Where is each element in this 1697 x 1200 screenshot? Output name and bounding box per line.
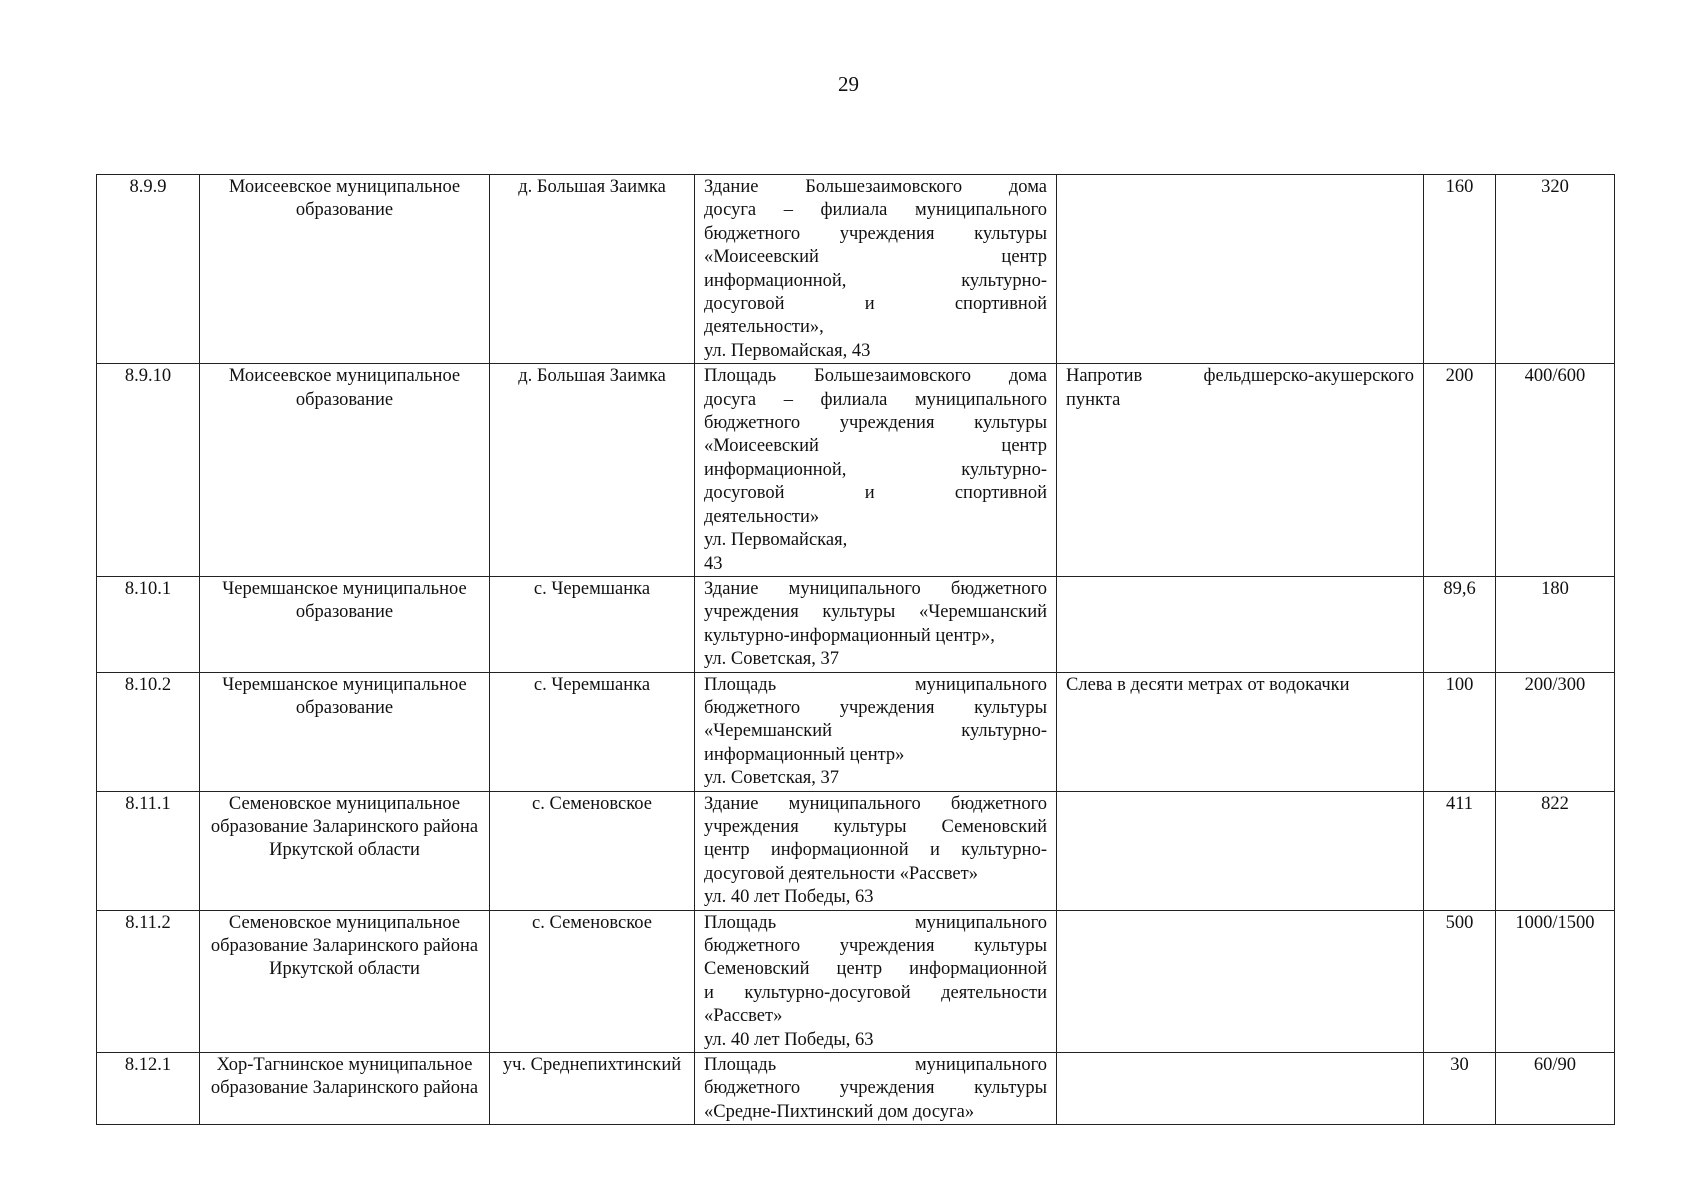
description-line: Площадь муниципального <box>704 674 1047 695</box>
description-line: «Черемшанский культурно- <box>704 721 1047 742</box>
description-line: «Средне-Пихтинский дом досуга» <box>704 1101 975 1122</box>
description-line: культурно-информационный центр», <box>704 625 995 646</box>
location-note: Слева в десяти метрах от водокачки <box>1057 672 1424 791</box>
description-line: бюджетного учреждения культуры <box>704 936 1047 956</box>
description-line: информационной, культурно- <box>704 270 1047 291</box>
locality: с. Семеновское <box>490 791 695 910</box>
table-row <box>97 576 1615 672</box>
row-number: 8.9.10 <box>97 364 200 577</box>
table-body <box>97 175 1615 1125</box>
description-line: ул. Первомайская, 43 <box>704 340 871 361</box>
place-description <box>695 1053 1057 1125</box>
description-line: ул. Первомайская, <box>704 530 848 551</box>
place-description <box>695 791 1057 910</box>
place-description <box>695 576 1057 672</box>
area-value: 500 <box>1424 910 1496 1052</box>
locality: с. Черемшанка <box>490 672 695 791</box>
page-number: 29 <box>838 72 859 96</box>
municipality-name: Черемшанское муниципальное образование <box>200 672 490 791</box>
description-line: ул. Советская, 37 <box>704 649 840 670</box>
capacity-value: 60/90 <box>1496 1053 1615 1125</box>
polling-places-table <box>96 174 1615 1125</box>
description-line: и культурно-досуговой деятельности <box>704 982 1047 1003</box>
place-description <box>695 175 1057 364</box>
description-line: «Моисеевский центр <box>704 247 1047 268</box>
location-note <box>1057 576 1424 672</box>
description-line: «Рассвет» <box>704 1006 783 1027</box>
capacity-value: 200/300 <box>1496 672 1615 791</box>
capacity-value: 180 <box>1496 576 1615 672</box>
description-line: Здание муниципального бюджетного <box>704 578 1047 599</box>
description-line: бюджетного учреждения культуры <box>704 413 1047 434</box>
description-line: деятельности», <box>704 317 824 338</box>
municipality-name: Хор-Тагнинское муниципальное образование Заларинского района <box>200 1053 490 1125</box>
capacity-value: 1000/1500 <box>1496 910 1615 1052</box>
locality: с. Семеновское <box>490 910 695 1052</box>
capacity-value: 320 <box>1496 175 1615 364</box>
locality: д. Большая Заимка <box>490 364 695 577</box>
table-row <box>97 910 1615 1052</box>
place-description <box>695 364 1057 577</box>
description-line: досуга – филиала муниципального <box>704 200 1047 221</box>
capacity-value: 400/600 <box>1496 364 1615 577</box>
area-value: 100 <box>1424 672 1496 791</box>
description-line: бюджетного учреждения культуры <box>704 697 1047 718</box>
locality: д. Большая Заимка <box>490 175 695 364</box>
description-line: «Моисеевский центр <box>704 436 1047 457</box>
location-note: Напротив фельдшерско-акушерского пункта <box>1057 364 1424 577</box>
place-description <box>695 910 1057 1052</box>
location-note <box>1057 175 1424 364</box>
description-line: Семеновский центр информационной <box>704 959 1047 980</box>
place-description <box>695 672 1057 791</box>
description-line: учреждения культуры «Черемшанский <box>704 602 1047 623</box>
description-line: Площадь муниципального <box>704 912 1047 933</box>
row-number: 8.11.1 <box>97 791 200 910</box>
description-line: 43 <box>704 553 723 574</box>
description-line: Здание муниципального бюджетного <box>704 793 1047 814</box>
table-row <box>97 1053 1615 1125</box>
location-note <box>1057 910 1424 1052</box>
location-note <box>1057 791 1424 910</box>
area-value: 89,6 <box>1424 576 1496 672</box>
municipality-name: Семеновское муниципальное образование Заларинского района Иркутской области <box>200 791 490 910</box>
table-row <box>97 672 1615 791</box>
description-line: досуговой деятельности «Рассвет» <box>704 863 978 884</box>
description-line: ул. Советская, 37 <box>704 768 840 789</box>
description-line: информационный центр» <box>704 744 905 765</box>
description-line: Площадь муниципального <box>704 1055 1047 1076</box>
table-row <box>97 791 1615 910</box>
municipality-name: Моисеевское муниципальное образование <box>200 364 490 577</box>
description-line: учреждения культуры Семеновский <box>704 816 1047 837</box>
area-value: 411 <box>1424 791 1496 910</box>
description-line: центр информационной и культурно- <box>704 840 1047 861</box>
municipality-name: Моисеевское муниципальное образование <box>200 175 490 364</box>
row-number: 8.10.1 <box>97 576 200 672</box>
locality: с. Черемшанка <box>490 576 695 672</box>
row-number: 8.10.2 <box>97 672 200 791</box>
area-value: 160 <box>1424 175 1496 364</box>
description-line: бюджетного учреждения культуры <box>704 1078 1047 1099</box>
table-row <box>97 364 1615 577</box>
row-number: 8.9.9 <box>97 175 200 364</box>
municipality-name: Семеновское муниципальное образование Заларинского района Иркутской области <box>200 910 490 1052</box>
table-row <box>97 175 1615 364</box>
description-line: досуговой и спортивной <box>704 483 1047 504</box>
description-line: ул. 40 лет Победы, 63 <box>704 887 874 908</box>
area-value: 30 <box>1424 1053 1496 1125</box>
capacity-value: 822 <box>1496 791 1615 910</box>
description-line: досуга – филиала муниципального <box>704 389 1047 410</box>
municipality-name: Черемшанское муниципальное образование <box>200 576 490 672</box>
description-line: ул. 40 лет Победы, 63 <box>704 1029 874 1050</box>
description-line: деятельности» <box>704 506 820 527</box>
description-line: Здание Большезаимовского дома <box>704 177 1047 197</box>
location-note <box>1057 1053 1424 1125</box>
locality: уч. Среднепихтинский <box>490 1053 695 1125</box>
description-line: бюджетного учреждения культуры <box>704 223 1047 244</box>
row-number: 8.11.2 <box>97 910 200 1052</box>
description-line: информационной, культурно- <box>704 459 1047 480</box>
description-line: Площадь Большезаимовского дома <box>704 366 1047 387</box>
description-line: досуговой и спортивной <box>704 294 1047 315</box>
row-number: 8.12.1 <box>97 1053 200 1125</box>
area-value: 200 <box>1424 364 1496 577</box>
